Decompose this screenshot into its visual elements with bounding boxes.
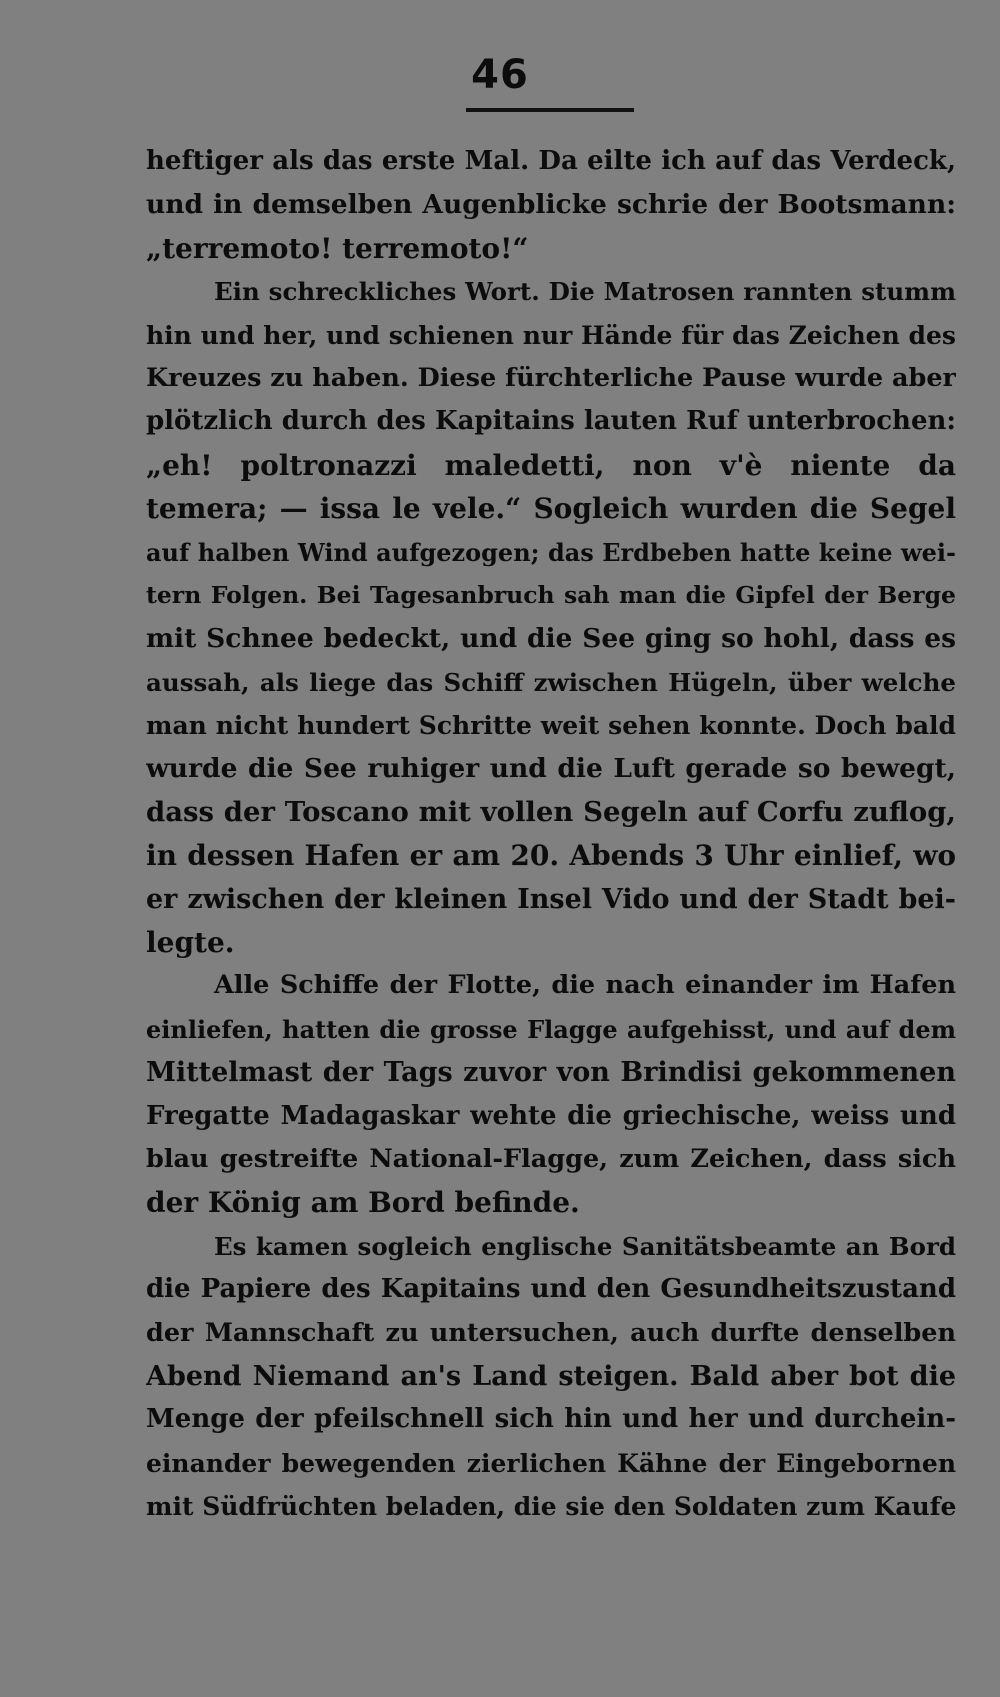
text-line: legte. <box>146 926 235 960</box>
text-line: hin und her, und schienen nur Hände für das Zeichen des <box>146 320 956 350</box>
text-line: wurde die See ruhiger und die Luft gerade so bewegt, <box>146 753 956 785</box>
text-line: aussah, als liege das Schiff zwischen Hügeln, über welche <box>146 667 956 697</box>
page-number: 46 <box>471 52 529 98</box>
text-line: einander bewegenden zierlichen Kähne der Eingebornen <box>146 1448 956 1478</box>
text-line: blau gestreifte National-Flagge, zum Zeichen, dass sich <box>146 1143 956 1174</box>
text-line: Ein schreckliches Wort. Die Matrosen rannten stumm <box>214 277 956 307</box>
text-line: Alle Schiffe der Flotte, die nach einander im Hafen <box>214 970 956 1001</box>
text-line: mit Schnee bedeckt, und die See ging so hohl, dass es <box>146 623 956 655</box>
text-line: und in demselben Augenblicke schrie der Bootsmann: <box>146 189 956 221</box>
text-line: der Mannschaft zu untersuchen, auch durfte denselben <box>146 1317 956 1348</box>
text-line: auf halben Wind aufgezogen; das Erdbeben hatte keine wei- <box>146 537 956 567</box>
text-line: er zwischen der kleinen Insel Vido und der Stadt bei- <box>146 883 956 915</box>
text-line: Fregatte Madagaskar wehte die griechische, weiss und <box>146 1100 956 1131</box>
text-line: Menge der pfeilschnell sich hin und her und durchein- <box>146 1404 956 1435</box>
text-line: heftiger als das erste Mal. Da eilte ich auf das Verdeck, <box>146 146 956 176</box>
text-line: man nicht hundert Schritte weit sehen konnte. Doch bald <box>146 711 956 741</box>
text-line: „eh! poltronazzi maledetti, non v'è niente da <box>146 448 956 482</box>
text-line: der König am Bord befinde. <box>146 1186 580 1220</box>
text-line: Mittelmast der Tags zuvor von Brindisi gekommenen <box>146 1057 956 1089</box>
text-line: die Papiere des Kapitains und den Gesundheitszustand <box>146 1274 956 1305</box>
header-rule <box>466 108 634 112</box>
text-line: plötzlich durch des Kapitains lauten Ruf unterbrochen: <box>146 406 956 437</box>
text-line: in dessen Hafen er am 20. Abends 3 Uhr einlief, wo <box>146 839 956 873</box>
text-line: temera; — issa le vele.“ Sogleich wurden die Segel <box>146 492 956 526</box>
text-line: Es kamen sogleich englische Sanitätsbeamte an Bord <box>214 1231 956 1261</box>
text-line: einliefen, hatten die grosse Flagge aufgehisst, und auf dem <box>146 1014 956 1044</box>
text-line: „terremoto! terremoto!“ <box>146 231 529 265</box>
text-line: dass der Toscano mit vollen Segeln auf Corfu zuflog, <box>146 795 956 828</box>
body-text <box>146 140 956 1529</box>
text-line: tern Folgen. Bei Tagesanbruch sah man die Gipfel der Berge <box>146 580 956 609</box>
text-line: Abend Niemand an's Land steigen. Bald aber bot die <box>146 1360 956 1392</box>
text-line: mit Südfrüchten beladen, die sie den Soldaten zum Kaufe <box>146 1492 956 1522</box>
text-line: Kreuzes zu haben. Diese fürchterliche Pause wurde aber <box>146 362 956 393</box>
